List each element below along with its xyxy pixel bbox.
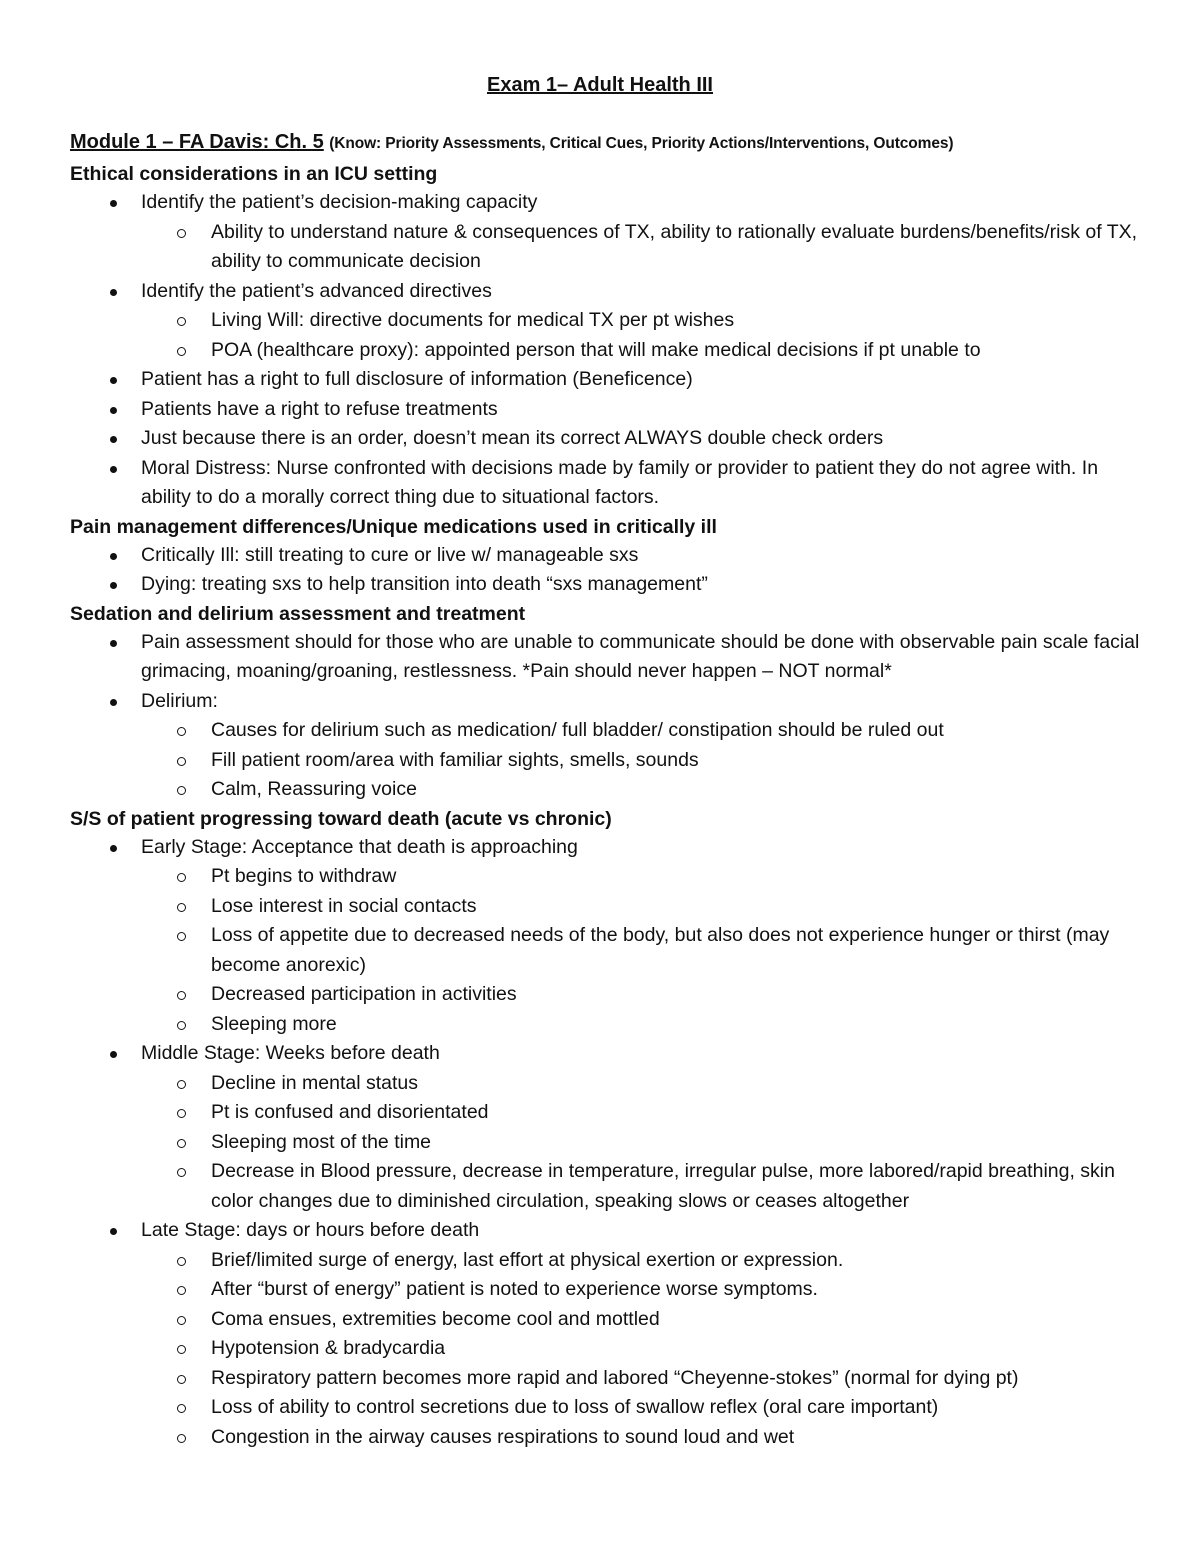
sub-bullet-text: Congestion in the airway causes respirations to sound loud and wet bbox=[211, 1425, 795, 1448]
bullet-item bbox=[70, 277, 1140, 307]
sub-bullet-text: Coma ensues, extremities become cool and mottled bbox=[211, 1307, 660, 1330]
bullet-text: Identify the patient’s advanced directives bbox=[141, 279, 492, 302]
circle-bullet-icon bbox=[177, 229, 186, 238]
circle-bullet-icon bbox=[177, 1404, 186, 1413]
sub-bullet-item bbox=[70, 1010, 1140, 1040]
section-heading: Pain management differences/Unique medications used in critically ill bbox=[70, 515, 717, 538]
sub-bullet-text: Causes for delirium such as medication/ full bladder/ constipation should be ruled out bbox=[211, 719, 944, 741]
sub-bullet-item bbox=[70, 336, 1140, 366]
bullet-text: Patient has a right to full disclosure of information (Beneficence) bbox=[141, 368, 693, 390]
bullet-item bbox=[70, 424, 1140, 454]
sub-bullet-item bbox=[70, 921, 1140, 980]
bullet-list bbox=[70, 541, 1140, 600]
bullet-dot-icon bbox=[110, 1228, 117, 1235]
section-heading: Sedation and delirium assessment and treatment bbox=[70, 602, 526, 625]
bullet-list bbox=[70, 188, 1140, 513]
bullet-item bbox=[70, 1216, 1140, 1246]
bullet-text: Critically Ill: still treating to cure or live w/ manageable sxs bbox=[141, 543, 639, 566]
circle-bullet-icon bbox=[177, 1168, 186, 1177]
circle-bullet-icon bbox=[177, 1316, 186, 1325]
sub-bullet-text: After “burst of energy” patient is noted to experience worse symptoms. bbox=[211, 1278, 818, 1300]
sub-bullet-text: Decline in mental status bbox=[211, 1071, 419, 1094]
sub-bullet-item bbox=[70, 1098, 1140, 1128]
bullet-text: Just because there is an order, doesn’t mean its correct ALWAYS double check orders bbox=[141, 427, 884, 449]
circle-bullet-icon bbox=[177, 1080, 186, 1089]
bullet-text: Middle Stage: Weeks before death bbox=[141, 1042, 440, 1064]
sub-bullet-text: Loss of appetite due to decreased needs of the body, but also does not experience hunger or thirst (may become anorexic) bbox=[211, 924, 1110, 976]
sub-bullet-text: Decrease in Blood pressure, decrease in temperature, irregular pulse, more labored/rapid breathing, skin color changes due to diminished circulation, speaking slows or ceases altogether bbox=[211, 1160, 1115, 1212]
circle-bullet-icon bbox=[177, 903, 186, 912]
bullet-item bbox=[70, 570, 1140, 600]
bullet-dot-icon bbox=[110, 377, 117, 384]
sub-bullet-text: Lose interest in social contacts bbox=[211, 894, 477, 917]
sub-bullet-item bbox=[70, 980, 1140, 1010]
bullet-text: Identify the patient’s decision-making capacity bbox=[141, 191, 538, 213]
sub-bullet-text: Sleeping most of the time bbox=[211, 1130, 432, 1153]
sub-bullet-text: Loss of ability to control secretions due to loss of swallow reflex (oral care important) bbox=[211, 1396, 939, 1418]
circle-bullet-icon bbox=[177, 347, 186, 356]
document-title: Exam 1– Adult Health III bbox=[487, 74, 713, 96]
bullet-text: Patients have a right to refuse treatments bbox=[141, 397, 498, 420]
bullet-dot-icon bbox=[110, 407, 117, 414]
bullet-dot-icon bbox=[110, 436, 117, 443]
sub-bullet-item bbox=[70, 1275, 1140, 1305]
bullet-item bbox=[70, 365, 1140, 395]
sub-bullet-text: Calm, Reassuring voice bbox=[211, 778, 417, 800]
section-heading: Ethical considerations in an ICU setting bbox=[70, 163, 438, 185]
module-heading: Module 1 – FA Davis: Ch. 5 bbox=[70, 131, 324, 153]
sub-bullet-text: Living Will: directive documents for medical TX per pt wishes bbox=[211, 309, 735, 331]
sub-bullet-item bbox=[70, 1393, 1140, 1423]
sub-bullet-item bbox=[70, 1305, 1140, 1335]
sub-bullet-item bbox=[70, 892, 1140, 922]
bullet-item bbox=[70, 454, 1140, 513]
module-heading-line bbox=[70, 131, 953, 154]
bullet-text: Delirium: bbox=[141, 689, 218, 712]
section-heading: S/S of patient progressing toward death (acute vs chronic) bbox=[70, 807, 612, 830]
sub-bullet-item bbox=[70, 1423, 1140, 1453]
sub-bullet-item bbox=[70, 1157, 1140, 1216]
circle-bullet-icon bbox=[177, 1434, 186, 1443]
bullet-list bbox=[70, 628, 1140, 805]
sub-bullet-text: POA (healthcare proxy): appointed person that will make medical decisions if pt unable to bbox=[211, 338, 981, 361]
bullet-text: Dying: treating sxs to help transition into death “sxs management” bbox=[141, 573, 708, 595]
sub-bullet-item bbox=[70, 1246, 1140, 1276]
circle-bullet-icon bbox=[177, 1021, 186, 1030]
bullet-item bbox=[70, 833, 1140, 863]
sub-bullet-text: Pt begins to withdraw bbox=[211, 865, 397, 887]
sub-bullet-text: Decreased participation in activities bbox=[211, 983, 517, 1005]
circle-bullet-icon bbox=[177, 873, 186, 882]
sub-bullet-text: Hypotension & bradycardia bbox=[211, 1337, 446, 1359]
bullet-dot-icon bbox=[110, 200, 117, 207]
bullet-text: Early Stage: Acceptance that death is approaching bbox=[141, 835, 578, 858]
sub-bullet-text: Sleeping more bbox=[211, 1012, 337, 1035]
bullet-dot-icon bbox=[110, 289, 117, 296]
bullet-item bbox=[70, 541, 1140, 571]
sub-bullet-item bbox=[70, 1128, 1140, 1158]
circle-bullet-icon bbox=[177, 757, 186, 766]
bullet-item bbox=[70, 628, 1140, 687]
sub-bullet-item bbox=[70, 775, 1140, 805]
bullet-item bbox=[70, 1039, 1140, 1069]
circle-bullet-icon bbox=[177, 991, 186, 1000]
sub-bullet-item bbox=[70, 1069, 1140, 1099]
sub-bullet-item bbox=[70, 1364, 1140, 1394]
circle-bullet-icon bbox=[177, 317, 186, 326]
bullet-dot-icon bbox=[110, 553, 117, 560]
sub-bullet-text: Brief/limited surge of energy, last effort at physical exertion or expression. bbox=[211, 1248, 844, 1271]
sub-bullet-text: Fill patient room/area with familiar sights, smells, sounds bbox=[211, 748, 699, 771]
sub-bullet-item bbox=[70, 218, 1140, 277]
bullet-item bbox=[70, 395, 1140, 425]
bullet-text: Pain assessment should for those who are unable to communicate should be done with observable pain scale facial grimacing, moaning/groaning, restlessness. *Pain should never happen – NOT normal* bbox=[141, 630, 1140, 682]
bullet-dot-icon bbox=[110, 582, 117, 589]
sub-bullet-item bbox=[70, 862, 1140, 892]
circle-bullet-icon bbox=[177, 1109, 186, 1118]
bullet-item bbox=[70, 687, 1140, 717]
notes-body bbox=[70, 160, 1140, 1452]
circle-bullet-icon bbox=[177, 786, 186, 795]
bullet-dot-icon bbox=[110, 1051, 117, 1058]
sub-bullet-text: Ability to understand nature & consequences of TX, ability to rationally evaluate burdens/benefits/risk of TX, ability to communicate decision bbox=[211, 220, 1138, 272]
circle-bullet-icon bbox=[177, 1345, 186, 1354]
sub-bullet-item bbox=[70, 306, 1140, 336]
sub-bullet-item bbox=[70, 746, 1140, 776]
circle-bullet-icon bbox=[177, 1375, 186, 1384]
circle-bullet-icon bbox=[177, 1139, 186, 1148]
sub-bullet-text: Respiratory pattern becomes more rapid and labored “Cheyenne-stokes” (normal for dying pt) bbox=[211, 1366, 1019, 1389]
bullet-text: Late Stage: days or hours before death bbox=[141, 1219, 480, 1241]
bullet-dot-icon bbox=[110, 640, 117, 647]
bullet-dot-icon bbox=[110, 699, 117, 706]
circle-bullet-icon bbox=[177, 932, 186, 941]
bullet-list bbox=[70, 833, 1140, 1453]
bullet-dot-icon bbox=[110, 466, 117, 473]
circle-bullet-icon bbox=[177, 1257, 186, 1266]
module-know-note: (Know: Priority Assessments, Critical Cues, Priority Actions/Interventions, Outcomes) bbox=[329, 135, 954, 152]
bullet-dot-icon bbox=[110, 845, 117, 852]
sub-bullet-item bbox=[70, 716, 1140, 746]
bullet-text: Moral Distress: Nurse confronted with decisions made by family or provider to patient they do not agree with. In ability to do a morally correct thing due to situational factors. bbox=[141, 456, 1099, 508]
bullet-item bbox=[70, 188, 1140, 218]
circle-bullet-icon bbox=[177, 1286, 186, 1295]
circle-bullet-icon bbox=[177, 727, 186, 736]
sub-bullet-text: Pt is confused and disorientated bbox=[211, 1101, 489, 1123]
sub-bullet-item bbox=[70, 1334, 1140, 1364]
